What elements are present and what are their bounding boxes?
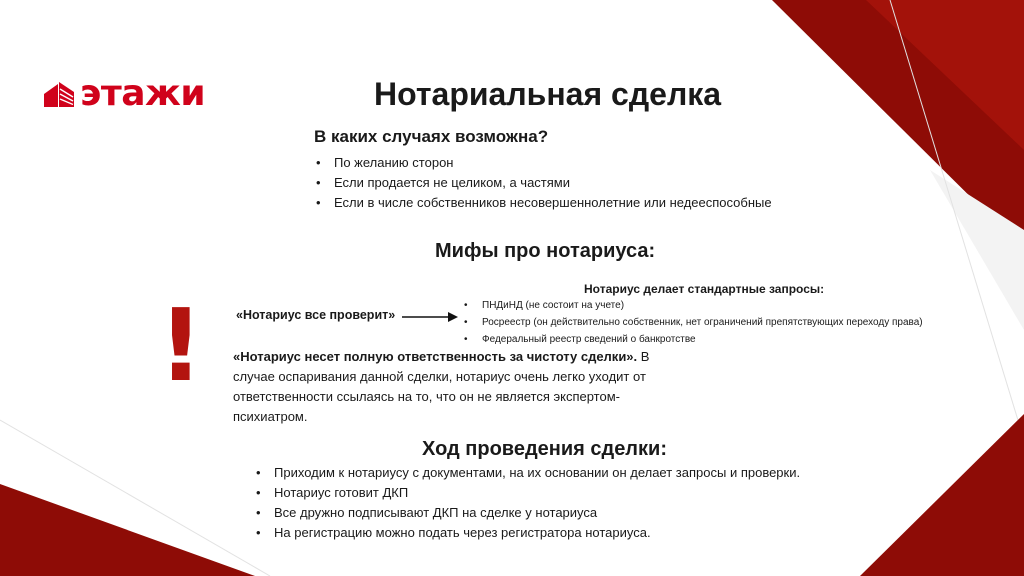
myth2-text: В случае оспаривания данной сделки, нотариус очень легко уходит от ответственности ссылаясь на то, что он не является экспертом-психиатром. <box>233 349 650 424</box>
list-item: • Все дружно подписывают ДКП на сделке у нотариуса <box>254 503 800 523</box>
list-item: • Если в числе собственников несовершеннолетние или недееспособные <box>314 193 772 213</box>
corner-shape-bottom-left <box>0 484 255 576</box>
myth2-paragraph <box>233 347 673 427</box>
list-item: • ПНДиНД (не состоит на учете) <box>462 297 923 314</box>
building-icon <box>44 80 74 108</box>
list-item: • На регистрацию можно подать через регистратора нотариуса. <box>254 523 800 543</box>
corner-shape-bottom-right <box>860 414 1024 576</box>
list-item: • Нотариус готовит ДКП <box>254 483 800 503</box>
process-list <box>254 463 800 543</box>
brand-name: этажи <box>80 73 206 114</box>
exclamation-mark: ! <box>158 287 204 404</box>
process-heading: Ход проведения сделки: <box>422 438 667 460</box>
list-item: • Если продается не целиком, а частями <box>314 173 772 193</box>
when-list <box>314 153 772 213</box>
list-item: • Росреестр (он действительно собственник, нет ограничений препятствующих переходу права) <box>462 314 923 331</box>
list-item: • По желанию сторон <box>314 153 772 173</box>
list-item: • Приходим к нотариусу с документами, на их основании он делает запросы и проверки. <box>254 463 800 483</box>
when-heading: В каких случаях возможна? <box>314 127 549 146</box>
myth1-label: «Нотариус все проверит» <box>236 308 396 322</box>
myth2-bold: «Нотариус несет полную ответственность за чистоту сделки». <box>233 349 638 364</box>
slide-title: Нотариальная сделка <box>374 76 722 112</box>
requests-list <box>462 297 923 348</box>
arrow-right-icon <box>402 310 458 324</box>
myths-heading: Мифы про нотариуса: <box>435 240 656 262</box>
brand-logo <box>44 73 206 114</box>
requests-heading: Нотариус делает стандартные запросы: <box>584 282 825 296</box>
list-item: • Федеральный реестр сведений о банкротстве <box>462 331 923 348</box>
